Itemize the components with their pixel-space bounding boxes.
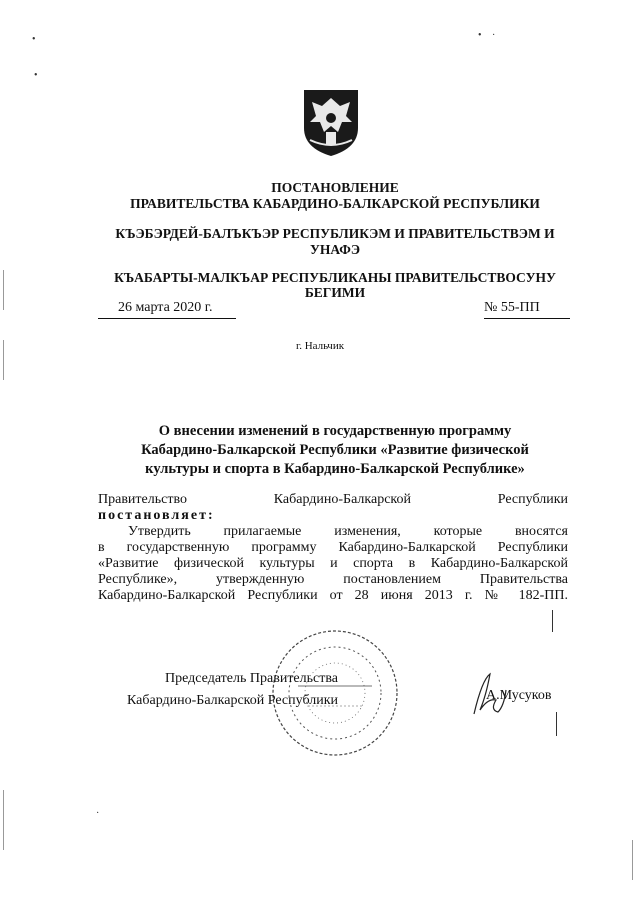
title-line: Кабардино-Балкарской Республики «Развитие физической	[141, 442, 529, 458]
coat-of-arms-emblem	[300, 88, 362, 158]
signatory-position	[98, 668, 338, 712]
balkar-heading-line1: КЪАБАРТЫ-МАЛКЪАР РЕСПУБЛИКАНЫ ПРАВИТЕЛЬСТВОСУНУ	[114, 270, 556, 285]
intro-line: Правительство Кабардино-Балкарской Республики	[98, 492, 568, 507]
balkar-heading-line2: БЕГИМИ	[304, 285, 366, 300]
body-line: Утвердить прилагаемые изменения, которые вносятся	[128, 524, 568, 539]
scan-dot: •	[32, 34, 36, 45]
scan-margin-mark	[3, 790, 4, 850]
scan-margin-mark	[3, 340, 4, 380]
signatory-position-line1: Председатель Правительства	[165, 671, 338, 686]
scan-dot: •	[478, 30, 482, 41]
document-type-heading: ПОСТАНОВЛЕНИЕ	[271, 180, 399, 195]
kabardian-heading-line1: КЪЭБЭРДЕЙ-БАЛЪКЪЭР РЕСПУБЛИКЭМ И ПРАВИТЕЛЬСТВЭМ И	[115, 226, 555, 241]
document-number: № 55-ПП	[484, 300, 540, 315]
signatory-position-line2: Кабардино-Балкарской Республики	[127, 693, 338, 708]
number-underline	[484, 318, 570, 319]
scan-dot: •	[34, 70, 38, 81]
scan-dot: ·	[492, 30, 496, 41]
issuing-authority-heading: ПРАВИТЕЛЬСТВА КАБАРДИНО-БАЛКАРСКОЙ РЕСПУБЛИКИ	[130, 196, 540, 211]
scan-edge-mark	[556, 712, 557, 736]
title-line: культуры и спорта в Кабардино-Балкарской Республике»	[145, 461, 525, 477]
kabardian-heading-line2: УНАФЭ	[309, 242, 361, 257]
scan-margin-mark	[3, 270, 4, 310]
document-title	[100, 422, 570, 479]
body-line: «Развитие физической культуры и спорта в Кабардино-Балкарской	[98, 556, 568, 571]
scan-edge-mark	[552, 610, 553, 632]
document-date: 26 марта 2020 г.	[118, 300, 213, 315]
body-line: Республике», утвержденную постановлением Правительства	[98, 572, 568, 587]
signatory-name: А.Мусуков	[486, 688, 552, 703]
scan-dot: ·	[96, 808, 100, 819]
date-underline	[98, 318, 236, 319]
scan-margin-mark	[632, 840, 633, 880]
body-line: в государственную программу Кабардино-Балкарской Республики	[98, 540, 568, 555]
body-line: Кабардино-Балкарской Республики от 28 июня 2013 г. № 182-ПП.	[98, 588, 568, 603]
city-of-issue: г. Нальчик	[295, 340, 345, 352]
document-body	[98, 492, 568, 604]
decree-word: постановляет:	[98, 508, 215, 523]
title-line: О внесении изменений в государственную программу	[158, 423, 512, 439]
